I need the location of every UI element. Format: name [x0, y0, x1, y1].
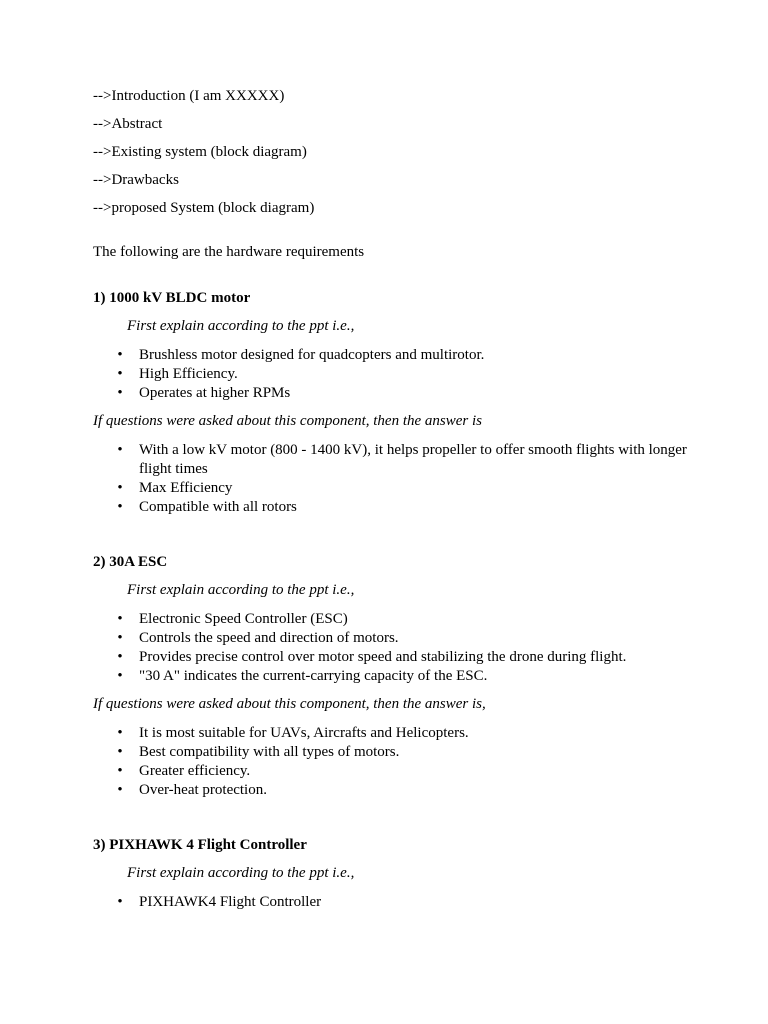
bullet-icon: •: [117, 649, 123, 665]
outline-item-introduction: -->Introduction (I am XXXXX): [93, 88, 285, 104]
list-item: • Max Efficiency: [93, 479, 713, 498]
bullet-icon: •: [117, 668, 123, 684]
document-page: [93, 87, 713, 912]
question-line: If questions were asked about this component, then the answer is,: [93, 696, 486, 712]
list-item: • With a low kV motor (800 - 1400 kV), it helps propeller to offer smooth flights with longer flight times: [93, 441, 713, 479]
outline-item-existing-system: -->Existing system (block diagram): [93, 144, 307, 160]
points-list: [93, 893, 713, 912]
section-flight-controller: [93, 836, 713, 912]
list-item: • Controls the speed and direction of motors.: [93, 629, 713, 648]
answers-list: [93, 724, 713, 800]
points-list: [93, 346, 713, 403]
bullet-icon: •: [117, 725, 123, 741]
bullet-icon: •: [117, 763, 123, 779]
bullet-icon: •: [117, 782, 123, 798]
section-bldc-motor: [93, 289, 713, 517]
list-item: • Compatible with all rotors: [93, 498, 713, 517]
list-item: • It is most suitable for UAVs, Aircrafts and Helicopters.: [93, 724, 713, 743]
bullet-icon: •: [117, 611, 123, 627]
bullet-icon: •: [117, 347, 123, 363]
points-list: [93, 610, 713, 686]
explain-line: First explain according to the ppt i.e.,: [127, 582, 355, 598]
outline-item-abstract: -->Abstract: [93, 116, 163, 132]
list-item: • High Efficiency.: [93, 365, 713, 384]
section-heading: 1) 1000 kV BLDC motor: [93, 290, 251, 306]
list-item: • PIXHAWK4 Flight Controller: [93, 893, 713, 912]
answers-list: [93, 441, 713, 517]
bullet-icon: •: [117, 894, 123, 910]
bullet-icon: •: [117, 442, 123, 458]
list-item: • Electronic Speed Controller (ESC): [93, 610, 713, 629]
outline-item-proposed-system: -->proposed System (block diagram): [93, 200, 315, 216]
outline-item-drawbacks: -->Drawbacks: [93, 172, 179, 188]
outline-list: [93, 87, 713, 218]
list-item: • "30 A" indicates the current-carrying capacity of the ESC.: [93, 667, 713, 686]
list-item: • Brushless motor designed for quadcopters and multirotor.: [93, 346, 713, 365]
bullet-icon: •: [117, 630, 123, 646]
explain-line: First explain according to the ppt i.e.,: [127, 318, 355, 334]
bullet-icon: •: [117, 385, 123, 401]
section-heading: 3) PIXHAWK 4 Flight Controller: [93, 837, 307, 853]
bullet-icon: •: [117, 480, 123, 496]
list-item: • Greater efficiency.: [93, 762, 713, 781]
explain-line: First explain according to the ppt i.e.,: [127, 865, 355, 881]
list-item: • Provides precise control over motor speed and stabilizing the drone during flight.: [93, 648, 713, 667]
bullet-icon: •: [117, 499, 123, 515]
list-item: • Best compatibility with all types of motors.: [93, 743, 713, 762]
bullet-icon: •: [117, 744, 123, 760]
question-line: If questions were asked about this component, then the answer is: [93, 413, 482, 429]
list-item: • Over-heat protection.: [93, 781, 713, 800]
bullet-icon: •: [117, 366, 123, 382]
list-item: • Operates at higher RPMs: [93, 384, 713, 403]
section-esc: [93, 553, 713, 800]
section-heading: 2) 30A ESC: [93, 554, 168, 570]
intro-paragraph: The following are the hardware requirements: [93, 244, 365, 260]
